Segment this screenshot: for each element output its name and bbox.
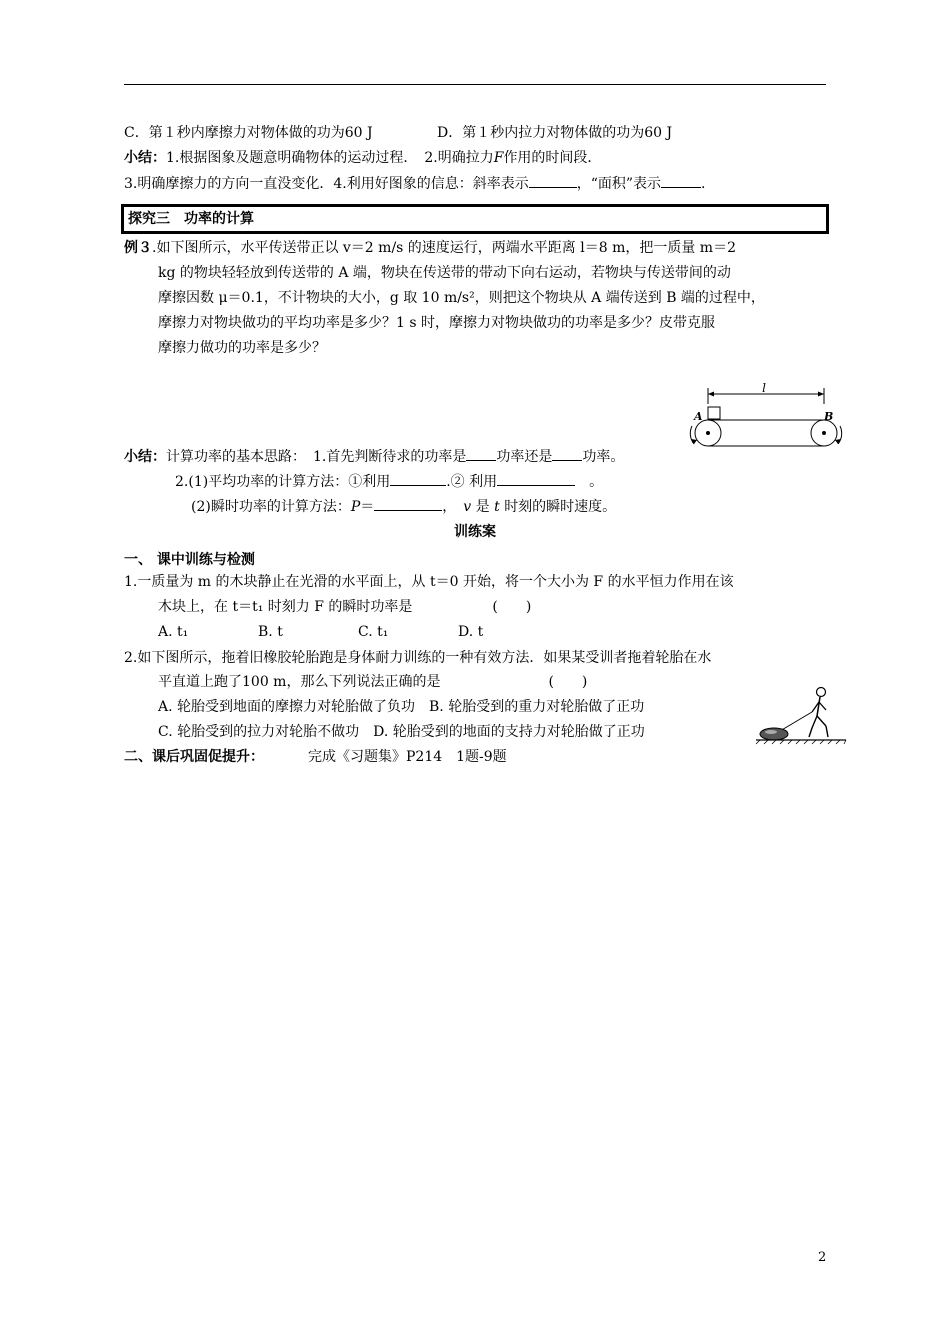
summary-text: 时刻的瞬时速度。 (504, 499, 617, 515)
answer-paren[interactable]: ( ) (548, 674, 588, 690)
part-2-heading: 二、课后巩固促提升： (124, 749, 264, 765)
summary-3-line-1 (124, 446, 624, 467)
part-1-heading: 一、 课中训练与检测 (124, 552, 255, 568)
symbol-F: F (493, 150, 504, 166)
summary-text: (2)瞬时功率的计算方法： (191, 499, 351, 515)
summary-text: ，“面积”表示 (576, 176, 662, 192)
option-a[interactable]: A. t₁ (158, 624, 189, 640)
example-3-line-5: 摩擦力做功的功率是多少？ (158, 340, 326, 356)
option-c[interactable]: C. 轮胎受到的拉力对轮胎不做功 (158, 724, 360, 740)
summary-text: 计算功率的基本思路： 1.首先判断待求的功率是 (166, 449, 467, 465)
option-c[interactable]: C. t₁ (358, 624, 389, 640)
question-text: 木块上，在 t＝t₁ 时刻力 F 的瞬时功率是 (158, 599, 413, 615)
section-3-box (121, 204, 829, 234)
homework-text: 完成《习题集》P214 1题-9题 (308, 749, 507, 765)
training-title: 训练案 (454, 524, 496, 540)
summary-text: 功率还是 (496, 449, 553, 465)
question-2-row-1 (158, 697, 644, 717)
symbol-P: P (350, 499, 361, 515)
example-3-line-4: 摩擦力对物块做功的平均功率是多少？1 s 时，摩擦力对物块做功的功率是多少？皮带克服 (158, 315, 715, 331)
label-A: A (694, 410, 703, 423)
option-a[interactable]: A. 轮胎受到地面的摩擦力对轮胎做了负功 (158, 699, 416, 715)
header-rule (124, 84, 826, 85)
option-c: C．第１秒内摩擦力对物体做的功为60 J (124, 125, 373, 141)
summary-text: ＝ (360, 499, 375, 515)
summary-2 (124, 173, 706, 194)
summary-label: 小结： (124, 449, 166, 465)
option-d[interactable]: D. 轮胎受到的地面的支持力对轮胎做了正功 (373, 724, 645, 740)
summary-3-line-3 (191, 496, 616, 517)
label-B: B (824, 410, 834, 423)
example-3-line-2: kg 的物块轻轻放到传送带的 A 端，物块在传送带的带动下向右运动，若物块与传送带间的动 (158, 265, 731, 281)
answer-blank[interactable] (552, 446, 582, 461)
question-2-line-1: 2.如下图所示，拖着旧橡胶轮胎跑是身体耐力训练的一种有效方法．如果某受训者拖着轮胎在水 (124, 650, 712, 666)
question-2-row-2 (158, 722, 645, 742)
summary-text: 2.(1)平均功率的计算方法：①利用 (175, 474, 391, 490)
answer-paren[interactable]: ( ) (492, 599, 532, 615)
summary-text: 功率。 (582, 449, 625, 465)
question-1-line-2 (158, 597, 531, 617)
option-b[interactable]: B. 轮胎受到的重力对轮胎做了正功 (429, 699, 645, 715)
summary-text: . (701, 176, 706, 192)
answer-blank[interactable] (374, 496, 442, 511)
tire-pulling-figure (756, 682, 848, 744)
summary-text: 。 (589, 474, 604, 490)
answer-blank[interactable] (390, 471, 446, 486)
conveyor-belt-diagram (684, 382, 844, 457)
length-label: l (762, 381, 766, 395)
summary-text: .② 利用 (446, 474, 498, 490)
answer-blank[interactable] (661, 173, 701, 188)
answer-blank[interactable] (497, 471, 575, 486)
symbol-v: v (463, 499, 472, 515)
summary-text: 作用的时间段． (503, 150, 602, 166)
option-b[interactable]: B. t (258, 624, 283, 640)
example-text: .如下图所示，水平传送带正以 v＝2 m/s 的速度运行，两端水平距离 l＝8 m，把一质量 m＝2 (152, 240, 736, 256)
summary-1 (124, 148, 601, 168)
part-2 (124, 747, 507, 767)
example-label: 例３ (124, 240, 152, 256)
option-d: D．第１秒内拉力对物体做的功为60 J (437, 125, 673, 141)
page-number: 2 (818, 1250, 827, 1265)
example-3-line-3: 摩擦因数 μ＝0.1，不计物块的大小，g 取 10 m/s²，则把这个物块从 A 端传送到 B 端的过程中， (158, 290, 765, 306)
block (708, 407, 720, 419)
summary-text: 3.明确摩擦力的方向一直没变化．4.利用好图象的信息：斜率表示 (124, 176, 529, 192)
symbol-t: t (494, 499, 500, 515)
answer-blank[interactable] (529, 173, 577, 188)
summary-label: 小结： (124, 150, 166, 166)
answer-blank[interactable] (466, 446, 496, 461)
summary-text: ， (442, 499, 450, 515)
question-1-line-1: 1.一质量为 m 的木块静止在光滑的水平面上，从 t＝0 开始，将一个大小为 F 的水平恒力作用在该 (124, 574, 734, 590)
question-2-line-2 (158, 672, 587, 692)
question-1-options (158, 622, 483, 642)
summary-3-line-2 (175, 471, 603, 492)
section-3-title: 探究三 功率的计算 (128, 211, 254, 227)
example-3-line-1 (124, 238, 736, 258)
summary-text: 1.根据图象及题意明确物体的运动过程． (166, 150, 411, 166)
summary-text: 2.明确拉力 (424, 150, 494, 166)
question-text: 平直道上跑了100 m，那么下列说法正确的是 (158, 674, 441, 690)
option-d[interactable]: D. t (458, 624, 484, 640)
summary-text: 是 (475, 499, 490, 515)
